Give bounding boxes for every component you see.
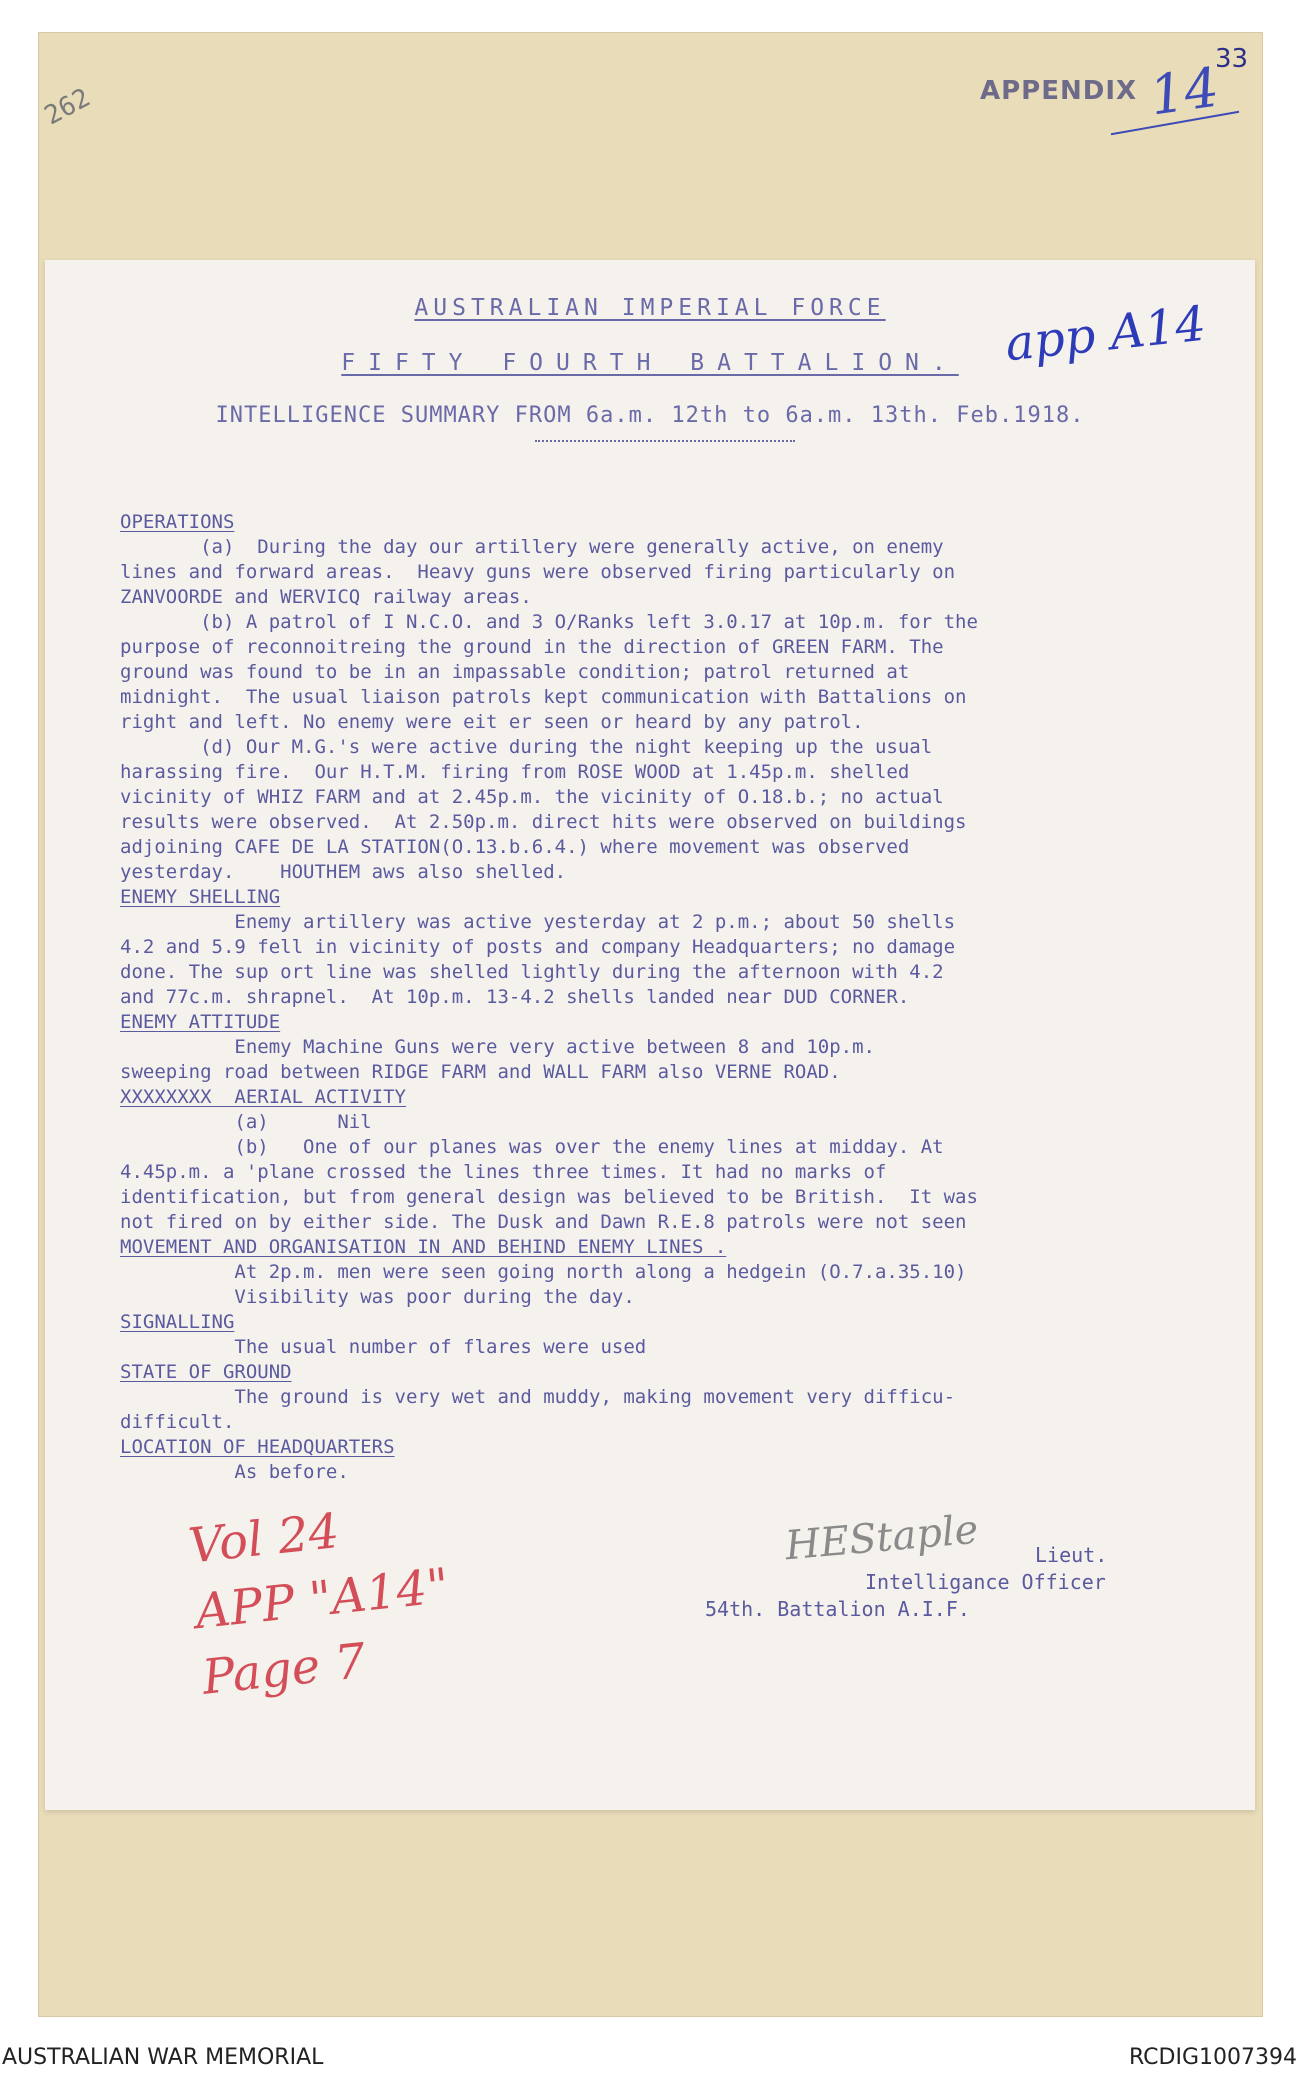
signature: HEStaple [783, 1506, 981, 1570]
red-annotation-line: APP "A14" [192, 1557, 452, 1641]
section-heading-enemy-attitude: ENEMY ATTITUDE [120, 1011, 281, 1033]
signature-block [705, 1542, 1107, 1623]
section-heading-enemy-shelling: ENEMY SHELLING [120, 886, 281, 908]
footer-source: AUSTRALIAN WAR MEMORIAL [2, 2045, 324, 2070]
footer-id: RCDIG1007394 [1128, 2045, 1297, 2070]
header-force: AUSTRALIAN IMPERIAL FORCE [414, 295, 886, 321]
typed-sheet [45, 260, 1255, 1810]
red-archive-annotation [185, 1487, 459, 1711]
backing-note: 262 [39, 82, 96, 132]
section-heading-aerial-activity: XXXXXXXX AERIAL ACTIVITY [120, 1086, 406, 1108]
section-heading-location-hq: LOCATION OF HEADQUARTERS [120, 1436, 395, 1458]
section-heading-movement: MOVEMENT AND ORGANISATION IN AND BEHIND ENEMY LINES . [120, 1236, 727, 1258]
appendix-number: 14 [1145, 55, 1223, 128]
section-heading-signalling: SIGNALLING [120, 1311, 235, 1333]
section-text-signalling: The usual number of flares were used [120, 1336, 647, 1358]
folio-number: 33 [1215, 44, 1249, 74]
red-annotation-line: Page 7 [199, 1632, 369, 1706]
signature-title: Intelligance Officer [865, 1570, 1106, 1594]
section-text-enemy-shelling: Enemy artillery was active yesterday at 2 p.m.; about 50 shells 4.2 and 5.9 fell in vicinity of posts and company Headquarters; no damage done. The sup ort line was shelled lightly during the afternoon with 4.2 and 77c.m. shrapnel. At 10p.m. 13-4.2 shells landed near DUD CORNER. [120, 911, 956, 1008]
handwritten-annotation: app A14 [1002, 295, 1209, 373]
section-text-location-hq: As before. [120, 1461, 349, 1483]
header-rule [535, 440, 795, 442]
section-text-state-of-ground: The ground is very wet and muddy, making movement very difficu- difficult. [120, 1386, 956, 1433]
section-text-operations: (a) During the day our artillery were generally active, on enemy lines and forward areas. Heavy guns were observed firing particularly on ZANVOORDE and WERVICQ railway areas. (b) A patrol of I N.C.O. and 3 O/Ranks left 3.0.17 at 10p.m. for the purpose of reconnoitreing the ground in the direction of GREEN FARM. The ground was found to be in an impassable condition; patrol returned at midnight. The usual liaison patrols kept communication with Battalions on right and left. No enemy were eit er seen or heard by any patrol. (d) Our M.G.'s were active during the night keeping up the usual harassing fire. Our H.T.M. firing from ROSE WOOD at 1.45p.m. shelled vicinity of WHIZ FARM and at 2.45p.m. the vicinity of O.18.b.; no actual results were observed. At 2.50p.m. direct hits were observed on buildings adjoining CAFE DE LA STATION(O.13.b.6.4.) where movement was observed yesterday. HOUTHEM aws also shelled. [120, 536, 978, 883]
appendix-stamp: APPENDIX [980, 76, 1138, 106]
header-summary: INTELLIGENCE SUMMARY FROM 6a.m. 12th to 6a.m. 13th. Feb.1918. [215, 403, 1085, 428]
section-heading-state-of-ground: STATE OF GROUND [120, 1361, 292, 1383]
section-text-movement: At 2p.m. men were seen going north along a hedgein (O.7.a.35.10) Visibility was poor during the day. [234, 1261, 967, 1308]
red-annotation-line: Vol 24 [185, 1503, 342, 1575]
signature-rank: Lieut. [1035, 1543, 1108, 1567]
section-heading-operations: OPERATIONS [120, 511, 235, 533]
section-text-enemy-attitude: Enemy Machine Guns were very active between 8 and 10p.m. sweeping road between RIDGE FARM and WALL FARM also VERNE ROAD. [120, 1036, 875, 1083]
section-text-aerial-activity: (a) Nil (b) One of our planes was over the enemy lines at midday. At 4.45p.m. a 'plane crossed the lines three times. It had no marks of identification, but from general design was believed to be British. It was not fired on by either side. The Dusk and Dawn R.E.8 patrols were not seen [120, 1111, 978, 1233]
signature-unit: 54th. Battalion A.I.F. [705, 1597, 970, 1621]
report-body [120, 485, 1280, 1510]
header-battalion: FIFTY FOURTH BATTALION. [341, 350, 959, 376]
